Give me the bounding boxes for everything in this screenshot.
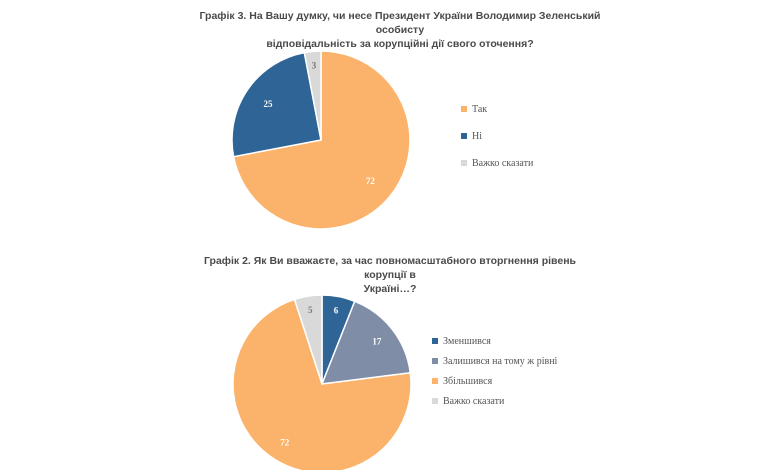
legend-item-hard-to-say [461, 156, 533, 170]
chart1-title-line-2: відповідальність за корупційні дії свого оточення? [266, 38, 534, 50]
pie-chart-1 [232, 51, 410, 229]
legend-swatch [432, 398, 438, 404]
chart2-legend [432, 334, 557, 414]
legend-label: Так [472, 103, 488, 115]
pie-data-label-2-1: 17 [372, 336, 382, 347]
pie-data-label-1-0: 72 [365, 175, 375, 186]
legend-label: Важко сказати [472, 157, 534, 169]
legend-label: Збільшився [443, 375, 493, 387]
legend-label: Залишився на тому ж рівні [443, 355, 558, 367]
chart2-title-line-1: Графік 2. Як Ви вважаєте, за час повномасштабного вторгнення рівень корупції в [204, 255, 576, 281]
pie-chart-2 [233, 295, 411, 470]
chart1-legend [461, 102, 533, 183]
legend-swatch [461, 133, 467, 139]
pie-data-label-2-2: 72 [280, 437, 290, 448]
pie-data-label-1-2: 3 [311, 60, 317, 71]
legend-swatch [432, 358, 438, 364]
legend-swatch [432, 338, 438, 344]
legend-item-same [432, 354, 557, 368]
pie-data-label-2-0: 6 [333, 305, 339, 316]
legend-label: Зменшився [443, 335, 491, 347]
chart1-title-line-1: Графік 3. На Вашу думку, чи несе Президент України Володимир Зеленський особисту [199, 10, 601, 36]
legend-label: Ні [472, 130, 482, 142]
legend-item-decreased [432, 334, 557, 348]
chart2-title-line-2: Україні…? [363, 283, 417, 295]
legend-item-hard-to-say [432, 394, 557, 408]
legend-swatch [432, 378, 438, 384]
legend-item-ni [461, 129, 533, 143]
legend-item-increased [432, 374, 557, 388]
legend-swatch [461, 160, 467, 166]
legend-item-tak [461, 102, 533, 116]
legend-swatch [461, 106, 467, 112]
legend-label: Важко сказати [443, 395, 505, 407]
pie-data-label-1-1: 25 [263, 98, 273, 109]
pie-data-label-2-3: 5 [308, 305, 313, 316]
